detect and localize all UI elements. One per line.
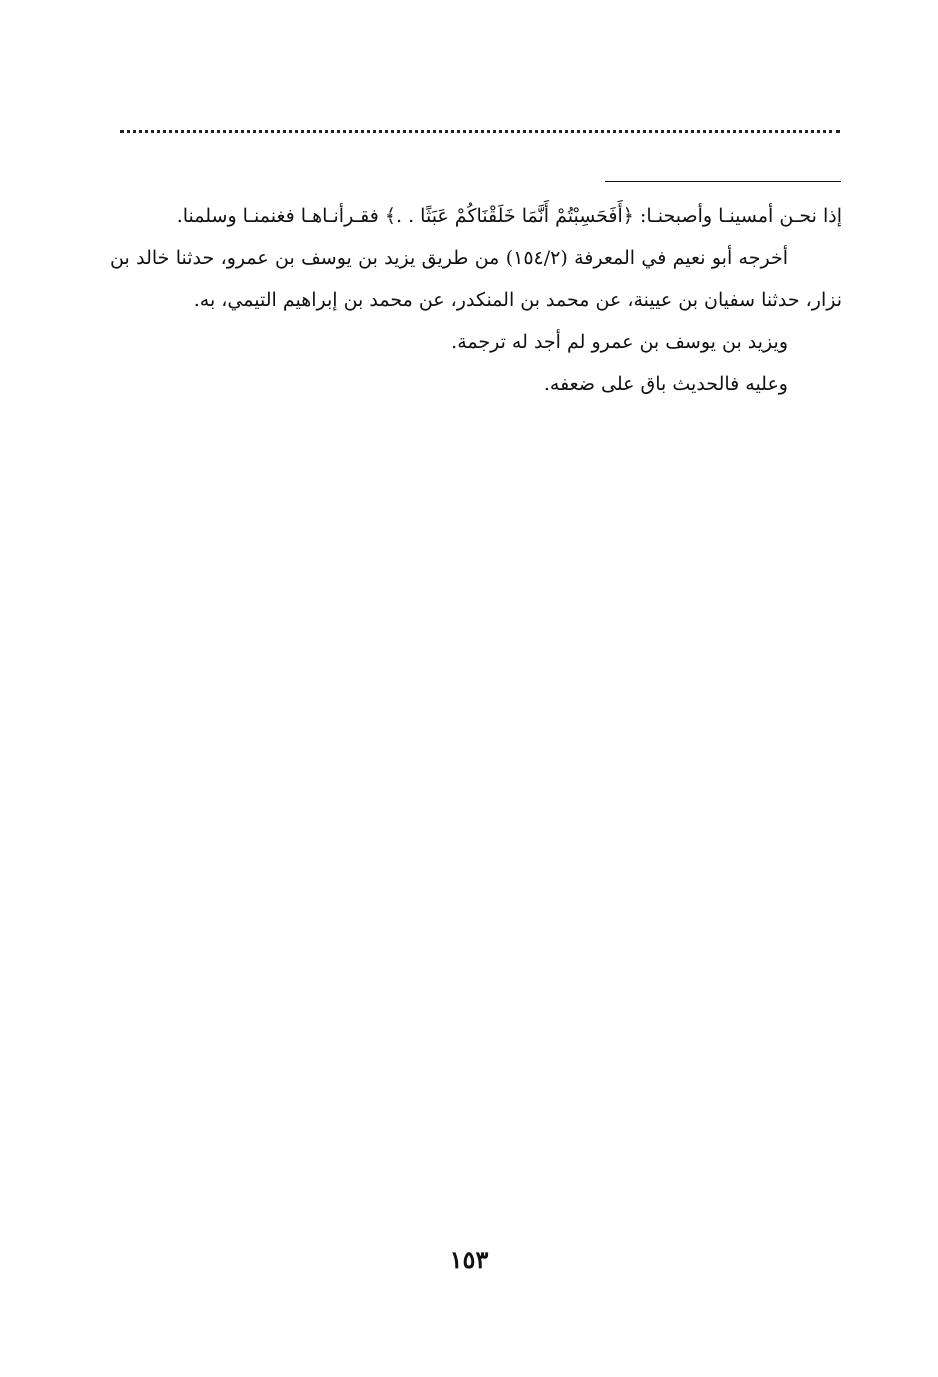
quran-verse: أَفَحَسِبْتُمْ أَنَّمَا خَلَقْنَاكُمْ عَبَثًا xyxy=(420,205,623,227)
page-number: ١٥٣ xyxy=(449,1245,489,1274)
dotted-separator xyxy=(120,130,840,133)
quran-close-bracket: ﴾ xyxy=(384,205,396,227)
quran-open-bracket: ﴿ xyxy=(622,205,634,227)
footnote-separator xyxy=(605,181,841,182)
narrator-note-paragraph: ويزيد بن يوسف بن عمرو لم أجد له ترجمة. xyxy=(451,331,788,353)
quran-paragraph xyxy=(110,195,842,237)
intro-text: إذا نحـن أمسينـا وأصبحنـا: xyxy=(639,205,842,227)
footnote-text xyxy=(110,195,842,405)
quran-ellipsis: . . xyxy=(396,205,421,227)
takhrij-paragraph: أخرجه أبو نعيم في المعرفة (١٥٤/٢) من طريق يزيد بن يوسف بن عمرو، حدثنا خالد بن نزار، حدثنا سفيان بن عيينة، عن محمد بن المنكدر، عن محمد بن إبراهيم التيمي، به. xyxy=(110,247,842,311)
closing-text: فقـرأنـاهـا فغنمنـا وسلمنا. xyxy=(176,205,379,227)
ruling-paragraph: وعليه فالحديث باق على ضعفه. xyxy=(543,373,788,395)
